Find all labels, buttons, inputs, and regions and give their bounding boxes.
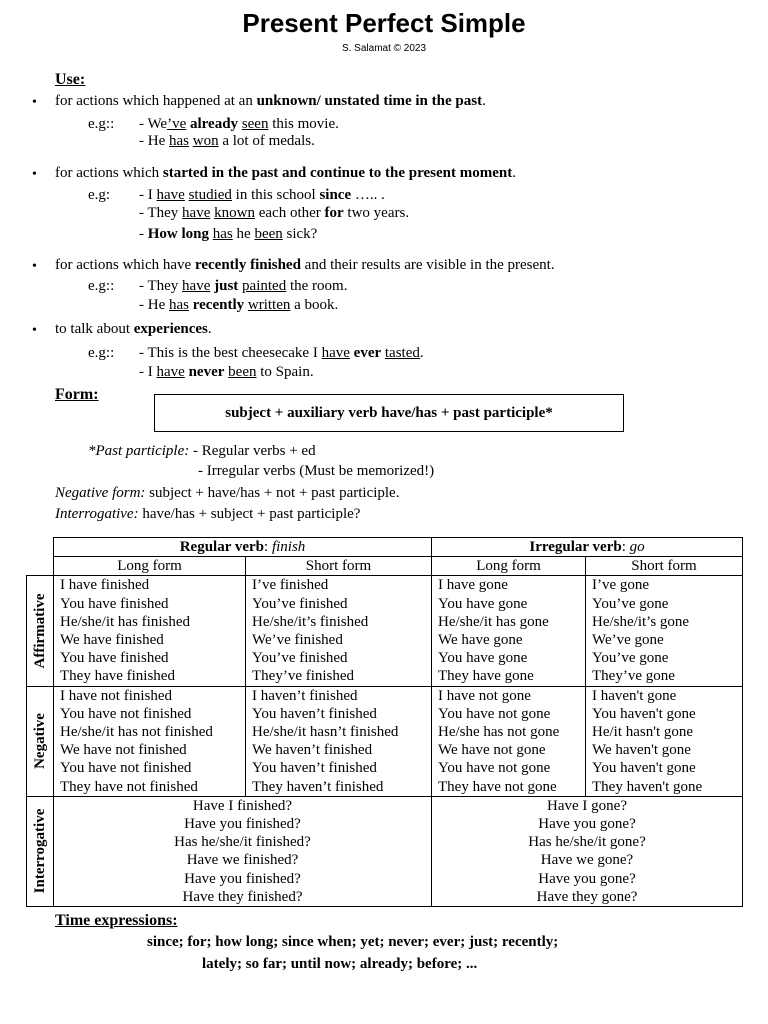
table-row xyxy=(27,613,743,631)
table-cell: You’ve finished xyxy=(246,595,432,613)
interrogative-group xyxy=(27,796,743,906)
use-4-description: to talk about experiences. xyxy=(55,321,212,337)
table-row xyxy=(27,686,743,705)
use-1-eg-label: e.g:: xyxy=(88,116,115,132)
irregular-verb-header: Irregular verb: go xyxy=(432,538,743,557)
group-label xyxy=(27,796,54,906)
table-row xyxy=(27,631,743,649)
use-1-example-1: - We’ve already seen this movie. xyxy=(139,116,339,132)
table-cell: Have you finished? xyxy=(54,815,432,833)
table-row xyxy=(27,851,743,869)
table-cell: You have gone xyxy=(432,595,586,613)
group-label-text: Affirmative xyxy=(31,593,48,669)
table-cell: He/she/it has not finished xyxy=(54,723,246,741)
table-cell: He/she/it hasn’t finished xyxy=(246,723,432,741)
table-cell: He/she/it’s finished xyxy=(246,613,432,631)
negative-form-line: Negative form: subject + have/has + not + past participle. xyxy=(55,485,400,501)
table-row xyxy=(27,667,743,686)
table-cell: They have finished xyxy=(54,667,246,686)
table-cell: You have not finished xyxy=(54,759,246,777)
table-cell: Have they gone? xyxy=(432,888,743,907)
bullet-icon: • xyxy=(32,259,37,274)
table-row xyxy=(27,741,743,759)
table-cell: You have not gone xyxy=(432,759,586,777)
table-cell: You have gone xyxy=(432,649,586,667)
bullet-icon: • xyxy=(32,95,37,110)
table-row xyxy=(27,870,743,888)
table-cell: We haven’t finished xyxy=(246,741,432,759)
group-label-text: Interrogative xyxy=(31,809,48,894)
table-cell: I have gone xyxy=(432,576,586,595)
use-4-example-1: - This is the best cheesecake I have ever tasted. xyxy=(139,345,424,361)
table-cell: You have finished xyxy=(54,649,246,667)
table-row xyxy=(27,705,743,723)
table-row xyxy=(27,888,743,907)
long-form-header: Long form xyxy=(54,557,246,576)
short-form-header: Short form xyxy=(586,557,743,576)
use-2-eg-label: e.g: xyxy=(88,187,111,203)
use-3-example-2: - He has recently written a book. xyxy=(139,297,339,313)
table-cell: They have gone xyxy=(432,667,586,686)
table-cell: You’ve gone xyxy=(586,595,743,613)
table-cell: They haven’t finished xyxy=(246,778,432,797)
table-cell: Have they finished? xyxy=(54,888,432,907)
table-cell: You’ve gone xyxy=(586,649,743,667)
table-row xyxy=(27,833,743,851)
table-cell: They’ve gone xyxy=(586,667,743,686)
table-cell: They have not gone xyxy=(432,778,586,797)
table-cell: He/she/it has finished xyxy=(54,613,246,631)
table-row xyxy=(27,649,743,667)
use-4-eg-label: e.g:: xyxy=(88,345,115,361)
table-cell: Have we finished? xyxy=(54,851,432,869)
table-cell: I have not finished xyxy=(54,686,246,705)
table-cell: You have not finished xyxy=(54,705,246,723)
interrogative-form-line: Interrogative: have/has + subject + past participle? xyxy=(55,506,361,522)
use-2-description: for actions which started in the past and continue to the present moment. xyxy=(55,165,516,181)
table-cell: I have not gone xyxy=(432,686,586,705)
past-participle-line-1: *Past participle: - Regular verbs + ed xyxy=(88,443,316,459)
use-3-example-1: - They have just painted the room. xyxy=(139,278,348,294)
table-cell: You haven't gone xyxy=(586,705,743,723)
table-cell: They’ve finished xyxy=(246,667,432,686)
table-row xyxy=(27,796,743,815)
table-cell: You haven’t finished xyxy=(246,759,432,777)
form-heading: Form: xyxy=(55,386,99,403)
table-cell: Have I gone? xyxy=(432,796,743,815)
table-cell: We have gone xyxy=(432,631,586,649)
table-cell: I haven't gone xyxy=(586,686,743,705)
table-cell: Has he/she/it gone? xyxy=(432,833,743,851)
form-formula-box: subject + auxiliary verb have/has + past participle* xyxy=(154,394,624,432)
use-1-example-2: - He has won a lot of medals. xyxy=(139,133,315,149)
table-cell: You haven't gone xyxy=(586,759,743,777)
table-cell: They haven't gone xyxy=(586,778,743,797)
table-cell: I’ve finished xyxy=(246,576,432,595)
author-credit: S. Salamat © 2023 xyxy=(341,43,427,54)
table-cell: They have not finished xyxy=(54,778,246,797)
table-cell: He/she/it has gone xyxy=(432,613,586,631)
table-cell: You have finished xyxy=(54,595,246,613)
use-4-example-2: - I have never been to Spain. xyxy=(139,364,314,380)
table-cell: I’ve gone xyxy=(586,576,743,595)
use-2-example-1: - I have studied in this school since ….. . xyxy=(139,187,385,203)
group-label xyxy=(27,576,54,686)
table-row xyxy=(27,815,743,833)
table-row xyxy=(27,595,743,613)
table-cell: Have you gone? xyxy=(432,815,743,833)
affirmative-group xyxy=(27,576,743,686)
short-form-header: Short form xyxy=(246,557,432,576)
use-2-example-2: - They have known each other for two years. xyxy=(139,205,410,221)
group-label-text: Negative xyxy=(31,713,48,770)
table-cell: You haven’t finished xyxy=(246,705,432,723)
table-cell: I haven’t finished xyxy=(246,686,432,705)
table-cell: Have you gone? xyxy=(432,870,743,888)
table-row xyxy=(27,723,743,741)
table-cell: He/she has not gone xyxy=(432,723,586,741)
regular-verb-header: Regular verb: finish xyxy=(54,538,432,557)
table-cell: We have not finished xyxy=(54,741,246,759)
table-row xyxy=(27,778,743,797)
bullet-icon: • xyxy=(32,167,37,182)
table-row xyxy=(27,576,743,595)
use-1-description: for actions which happened at an unknown/ unstated time in the past. xyxy=(55,93,486,109)
table-cell: You have not gone xyxy=(432,705,586,723)
table-cell: We’ve finished xyxy=(246,631,432,649)
use-heading: Use: xyxy=(55,71,86,88)
table-cell: You’ve finished xyxy=(246,649,432,667)
table-cell: Has he/she/it finished? xyxy=(54,833,432,851)
table-cell: Have I finished? xyxy=(54,796,432,815)
group-label xyxy=(27,686,54,796)
table-cell: We have not gone xyxy=(432,741,586,759)
negative-group xyxy=(27,686,743,796)
long-form-header: Long form xyxy=(432,557,586,576)
table-cell: We’ve gone xyxy=(586,631,743,649)
time-expressions-heading: Time expressions: xyxy=(55,912,178,929)
table-row xyxy=(27,759,743,777)
time-expressions-line-1: since; for; how long; since when; yet; never; ever; just; recently; xyxy=(147,934,559,950)
table-cell: We haven't gone xyxy=(586,741,743,759)
conjugation-table xyxy=(26,537,743,907)
table-cell: Have we gone? xyxy=(432,851,743,869)
table-cell: We have finished xyxy=(54,631,246,649)
use-3-eg-label: e.g:: xyxy=(88,278,115,294)
page-title: Present Perfect Simple xyxy=(242,8,526,38)
time-expressions-line-2: lately; so far; until now; already; before; ... xyxy=(202,956,478,972)
table-cell: He/it hasn't gone xyxy=(586,723,743,741)
table-cell: Have you finished? xyxy=(54,870,432,888)
past-participle-line-2: - Irregular verbs (Must be memorized!) xyxy=(198,463,435,479)
table-cell: I have finished xyxy=(54,576,246,595)
use-2-example-3: - How long has he been sick? xyxy=(139,226,318,242)
use-3-description: for actions which have recently finished and their results are visible in the present. xyxy=(55,257,555,273)
bullet-icon: • xyxy=(32,323,37,338)
table-cell: He/she/it’s gone xyxy=(586,613,743,631)
